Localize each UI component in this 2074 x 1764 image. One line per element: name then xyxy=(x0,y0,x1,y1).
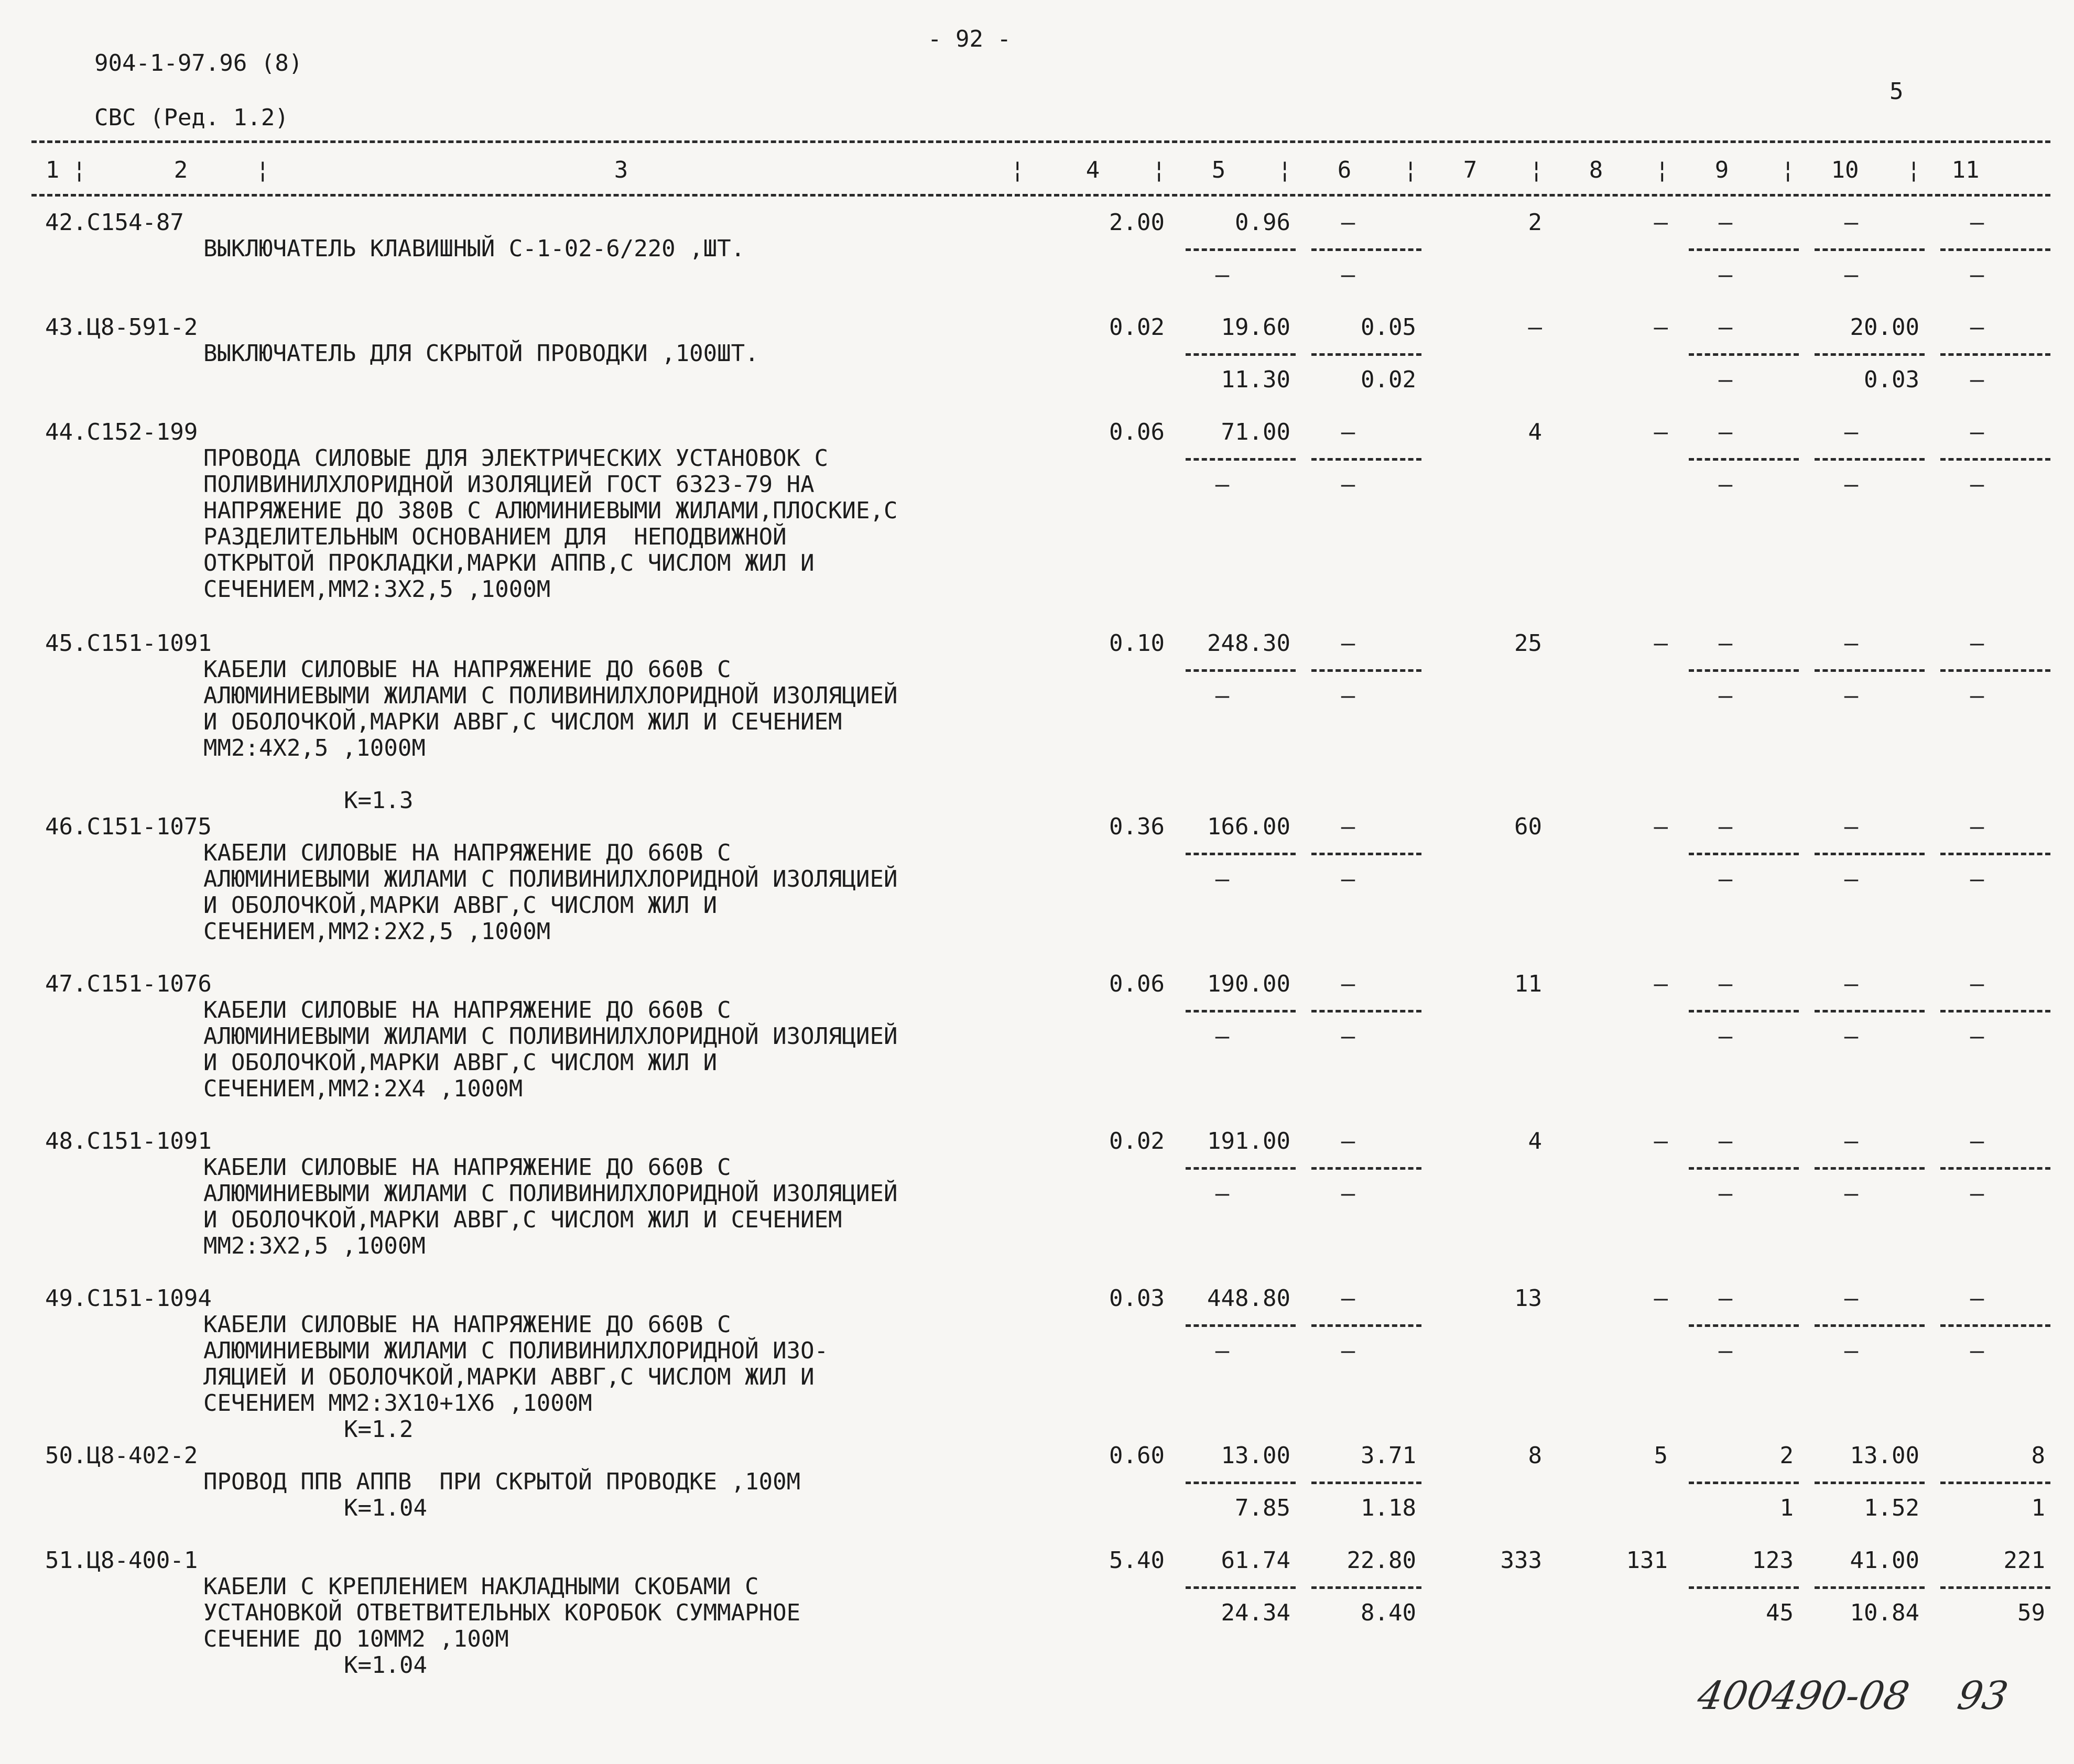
fraction-rule xyxy=(1815,1010,1925,1012)
fraction-rule xyxy=(1940,1010,2050,1012)
fraction-rule xyxy=(1940,248,2050,251)
cell-c6-lower: – xyxy=(1341,682,1355,709)
column-separator: ¦ xyxy=(1529,157,1544,183)
cell-c8: – xyxy=(1654,971,1668,997)
cell-c7: 333 xyxy=(1500,1547,1542,1574)
row-code: 42.С154-87 xyxy=(45,209,184,236)
row-description-line: И ОБОЛОЧКОЙ,МАРКИ АВВГ,С ЧИСЛОМ ЖИЛ И xyxy=(203,892,718,919)
cell-c4: 5.40 xyxy=(1109,1547,1165,1574)
fraction-rule xyxy=(1940,1324,2050,1327)
row-description-line: УСТАНОВКОЙ ОТВЕТВИТЕЛЬНЫХ КОРОБОК СУММАРНОЕ xyxy=(203,1599,801,1626)
row-coefficient: К=1.04 xyxy=(344,1652,427,1679)
cell-c7: 8 xyxy=(1528,1442,1542,1469)
document-code: 904-1-97.96 (8) xyxy=(94,50,303,77)
fraction-rule xyxy=(1311,353,1421,356)
cell-c11-lower: – xyxy=(1970,262,1984,288)
row-description-line: РАЗДЕЛИТЕЛЬНЫМ ОСНОВАНИЕМ ДЛЯ НЕПОДВИЖНОЙ xyxy=(203,524,787,550)
row-description-line: СЕЧЕНИЕМ,ММ2:2Х4 ,1000М xyxy=(203,1075,523,1102)
fraction-rule xyxy=(1311,853,1421,855)
fraction-rule xyxy=(1815,1167,1925,1170)
cell-c10-lower: 1.52 xyxy=(1864,1495,1919,1521)
cell-c11-lower: 59 xyxy=(2017,1599,2045,1626)
cell-c11-upper: – xyxy=(1970,209,1984,236)
fraction-rule xyxy=(1186,669,1296,672)
cell-c7: 11 xyxy=(1514,971,1542,997)
column-separator: ¦ xyxy=(72,157,86,183)
fraction-rule xyxy=(1689,353,1799,356)
cell-c6-upper: – xyxy=(1341,630,1355,657)
fraction-rule xyxy=(1815,669,1925,672)
cell-c9-lower: – xyxy=(1718,366,1733,393)
column-separator: ¦ xyxy=(1152,157,1166,183)
cell-c11-upper: 221 xyxy=(2003,1547,2045,1574)
row-description-line: СЕЧЕНИЕМ ММ2:3Х10+1Х6 ,1000М xyxy=(203,1390,592,1417)
cell-c9-lower: – xyxy=(1718,1180,1733,1207)
row-code: 45.С151-1091 xyxy=(45,630,212,657)
cell-c5-lower: – xyxy=(1215,262,1230,288)
cell-c10-lower: 0.03 xyxy=(1864,366,1919,393)
cell-c10-lower: – xyxy=(1844,262,1859,288)
cell-c4: 2.00 xyxy=(1109,209,1165,236)
row-description-line: СЕЧЕНИЕ ДО 10ММ2 ,100М xyxy=(203,1626,509,1652)
cell-c9-upper: – xyxy=(1718,813,1733,840)
row-code: 50.Ц8-402-2 xyxy=(45,1442,198,1469)
cell-c6-lower: – xyxy=(1341,866,1355,892)
column-header: 7 xyxy=(1463,157,1478,183)
cell-c7: 4 xyxy=(1528,419,1542,445)
cell-c6-lower: – xyxy=(1341,1337,1355,1364)
cell-c7: 25 xyxy=(1514,630,1542,657)
row-description-line: ОТКРЫТОЙ ПРОКЛАДКИ,МАРКИ АППВ,С ЧИСЛОМ ЖИЛ И xyxy=(203,550,815,576)
cell-c4: 0.06 xyxy=(1109,419,1165,445)
row-description-line: И ОБОЛОЧКОЙ,МАРКИ АВВГ,С ЧИСЛОМ ЖИЛ И xyxy=(203,1049,718,1076)
cell-c4: 0.10 xyxy=(1109,630,1165,657)
cell-c9-upper: – xyxy=(1718,419,1733,445)
cell-c4: 0.02 xyxy=(1109,314,1165,341)
row-description-line: ВЫКЛЮЧАТЕЛЬ ДЛЯ СКРЫТОЙ ПРОВОДКИ ,100ШТ. xyxy=(203,340,759,367)
cell-c5-upper: 191.00 xyxy=(1207,1128,1290,1155)
cell-c10-upper: – xyxy=(1844,419,1859,445)
cell-c5-lower: – xyxy=(1215,682,1230,709)
cell-c11-upper: – xyxy=(1970,971,1984,997)
cell-c11-upper: – xyxy=(1970,630,1984,657)
cell-c10-upper: – xyxy=(1844,1128,1859,1155)
cell-c10-upper: 41.00 xyxy=(1850,1547,1919,1574)
row-description-line: ПРОВОДА СИЛОВЫЕ ДЛЯ ЭЛЕКТРИЧЕСКИХ УСТАНОВОК С xyxy=(203,445,829,472)
fraction-rule xyxy=(1940,1482,2050,1484)
row-description-line: НАПРЯЖЕНИЕ ДО 380В С АЛЮМИНИЕВЫМИ ЖИЛАМИ,ПЛОСКИЕ,С xyxy=(203,497,898,524)
row-code: 44.С152-199 xyxy=(45,419,198,445)
cell-c11-upper: – xyxy=(1970,813,1984,840)
row-description-line: КАБЕЛИ СИЛОВЫЕ НА НАПРЯЖЕНИЕ ДО 660В С xyxy=(203,656,731,683)
cell-c7: 2 xyxy=(1528,209,1542,236)
cell-c10-upper: – xyxy=(1844,630,1859,657)
cell-c5-upper: 61.74 xyxy=(1221,1547,1290,1574)
cell-c5-upper: 19.60 xyxy=(1221,314,1290,341)
column-separator: ¦ xyxy=(256,157,270,183)
cell-c11-lower: – xyxy=(1970,682,1984,709)
fraction-rule xyxy=(1311,1586,1421,1589)
cell-c11-upper: – xyxy=(1970,1285,1984,1312)
cell-c4: 0.60 xyxy=(1109,1442,1165,1469)
row-description-line: ММ2:3Х2,5 ,1000М xyxy=(203,1233,426,1259)
cell-c6-upper: – xyxy=(1341,1285,1355,1312)
row-description-line: СЕЧЕНИЕМ,ММ2:2Х2,5 ,1000М xyxy=(203,918,551,945)
page-marker: - 92 - xyxy=(928,26,1011,52)
column-separator: ¦ xyxy=(1011,157,1025,183)
row-description-line: АЛЮМИНИЕВЫМИ ЖИЛАМИ С ПОЛИВИНИЛХЛОРИДНОЙ ИЗОЛЯЦИЕЙ xyxy=(203,866,898,892)
cell-c9-lower: – xyxy=(1718,1023,1733,1050)
cell-c6-lower: 0.02 xyxy=(1361,366,1416,393)
fraction-rule xyxy=(1689,853,1799,855)
fraction-rule xyxy=(1186,1167,1296,1170)
header-top-rule xyxy=(31,140,2050,143)
cell-c6-upper: – xyxy=(1341,971,1355,997)
fraction-rule xyxy=(1689,1010,1799,1012)
fraction-rule xyxy=(1689,1482,1799,1484)
cell-c5-upper: 448.80 xyxy=(1207,1285,1290,1312)
cell-c10-upper: 13.00 xyxy=(1850,1442,1919,1469)
cell-c7: 4 xyxy=(1528,1128,1542,1155)
cell-c8: – xyxy=(1654,1285,1668,1312)
row-description-line: И ОБОЛОЧКОЙ,МАРКИ АВВГ,С ЧИСЛОМ ЖИЛ И СЕЧЕНИЕМ xyxy=(203,709,842,735)
column-header: 8 xyxy=(1589,157,1603,183)
fraction-rule xyxy=(1815,1324,1925,1327)
row-description-line: И ОБОЛОЧКОЙ,МАРКИ АВВГ,С ЧИСЛОМ ЖИЛ И СЕЧЕНИЕМ xyxy=(203,1206,842,1233)
row-code: 49.С151-1094 xyxy=(45,1285,212,1312)
cell-c6-lower: – xyxy=(1341,1180,1355,1207)
row-code: 43.Ц8-591-2 xyxy=(45,314,198,341)
cell-c9-lower: – xyxy=(1718,471,1733,498)
column-separator: ¦ xyxy=(1907,157,1921,183)
cell-c6-lower: – xyxy=(1341,1023,1355,1050)
cell-c6-upper: 22.80 xyxy=(1347,1547,1416,1574)
fraction-rule xyxy=(1186,1010,1296,1012)
cell-c11-lower: – xyxy=(1970,471,1984,498)
fraction-rule xyxy=(1186,353,1296,356)
cell-c5-upper: 190.00 xyxy=(1207,971,1290,997)
cell-c6-upper: – xyxy=(1341,813,1355,840)
cell-c10-lower: – xyxy=(1844,1180,1859,1207)
cell-c11-lower: – xyxy=(1970,1337,1984,1364)
fraction-rule xyxy=(1186,1586,1296,1589)
header-bottom-rule xyxy=(31,194,2050,197)
cell-c10-lower: – xyxy=(1844,682,1859,709)
fraction-rule xyxy=(1689,669,1799,672)
fraction-rule xyxy=(1689,1586,1799,1589)
cell-c10-lower: 10.84 xyxy=(1850,1599,1919,1626)
cell-c4: 0.03 xyxy=(1109,1285,1165,1312)
cell-c6-upper: – xyxy=(1341,1128,1355,1155)
row-description-line: КАБЕЛИ С КРЕПЛЕНИЕМ НАКЛАДНЫМИ СКОБАМИ С xyxy=(203,1573,759,1600)
column-separator: ¦ xyxy=(1655,157,1669,183)
cell-c7: 60 xyxy=(1514,813,1542,840)
cell-c6-upper: 0.05 xyxy=(1361,314,1416,341)
column-separator: ¦ xyxy=(1781,157,1795,183)
fraction-rule xyxy=(1940,458,2050,461)
cell-c10-upper: 20.00 xyxy=(1850,314,1919,341)
cell-c9-lower: – xyxy=(1718,1337,1733,1364)
cell-c11-lower: – xyxy=(1970,366,1984,393)
cell-c7: 13 xyxy=(1514,1285,1542,1312)
fraction-rule xyxy=(1815,853,1925,855)
row-description-line: СЕЧЕНИЕМ,ММ2:3Х2,5 ,1000М xyxy=(203,576,551,603)
fraction-rule xyxy=(1940,1167,2050,1170)
cell-c5-lower: – xyxy=(1215,866,1230,892)
fraction-rule xyxy=(1815,353,1925,356)
cell-c10-lower: – xyxy=(1844,1337,1859,1364)
row-description-line: КАБЕЛИ СИЛОВЫЕ НА НАПРЯЖЕНИЕ ДО 660В С xyxy=(203,997,731,1023)
cell-c8: 5 xyxy=(1654,1442,1668,1469)
cell-c9-upper: – xyxy=(1718,209,1733,236)
row-description-line: ПРОВОД ППВ АППВ ПРИ СКРЫТОЙ ПРОВОДКЕ ,100М xyxy=(203,1468,801,1495)
cell-c8: – xyxy=(1654,314,1668,341)
cell-c8: – xyxy=(1654,209,1668,236)
cell-c10-lower: – xyxy=(1844,1023,1859,1050)
cell-c6-lower: 1.18 xyxy=(1361,1495,1416,1521)
cell-c10-upper: – xyxy=(1844,971,1859,997)
row-description-line: ММ2:4Х2,5 ,1000М xyxy=(203,735,426,761)
fraction-rule xyxy=(1940,353,2050,356)
column-separator: ¦ xyxy=(1278,157,1292,183)
cell-c9-upper: – xyxy=(1718,1285,1733,1312)
fraction-rule xyxy=(1311,669,1421,672)
row-description-line: КАБЕЛИ СИЛОВЫЕ НА НАПРЯЖЕНИЕ ДО 660В С xyxy=(203,1154,731,1181)
row-description-line: ЛЯЦИЕЙ И ОБОЛОЧКОЙ,МАРКИ АВВГ,С ЧИСЛОМ ЖИЛ И xyxy=(203,1364,815,1390)
cell-c5-lower: – xyxy=(1215,1337,1230,1364)
row-code: 51.Ц8-400-1 xyxy=(45,1547,198,1574)
column-header: 11 xyxy=(1951,157,1980,183)
fraction-rule xyxy=(1311,1482,1421,1484)
fraction-rule xyxy=(1311,1324,1421,1327)
column-header: 5 xyxy=(1211,157,1226,183)
row-code: 46.С151-1075 xyxy=(45,813,212,840)
cell-c10-upper: – xyxy=(1844,209,1859,236)
column-header: 4 xyxy=(1085,157,1100,183)
cell-c5-upper: 166.00 xyxy=(1207,813,1290,840)
cell-c11-lower: 1 xyxy=(2031,1495,2045,1521)
cell-c6-lower: – xyxy=(1341,262,1355,288)
fraction-rule xyxy=(1186,248,1296,251)
fraction-rule xyxy=(1311,1010,1421,1012)
row-coefficient: К=1.2 xyxy=(344,1416,414,1443)
fraction-rule xyxy=(1815,1586,1925,1589)
edition-label: СВС (Ред. 1.2) xyxy=(94,104,289,131)
row-code: 48.С151-1091 xyxy=(45,1128,212,1155)
cell-c5-upper: 0.96 xyxy=(1235,209,1290,236)
fraction-rule xyxy=(1940,853,2050,855)
cell-c4: 0.36 xyxy=(1109,813,1165,840)
cell-c11-upper: 8 xyxy=(2031,1442,2045,1469)
fraction-rule xyxy=(1815,1482,1925,1484)
cell-c10-upper: – xyxy=(1844,1285,1859,1312)
cell-c4: 0.02 xyxy=(1109,1128,1165,1155)
cell-c4: 0.06 xyxy=(1109,971,1165,997)
fraction-rule xyxy=(1311,1167,1421,1170)
cell-c5-upper: 71.00 xyxy=(1221,419,1290,445)
cell-c9-upper: – xyxy=(1718,630,1733,657)
row-description-line: АЛЮМИНИЕВЫМИ ЖИЛАМИ С ПОЛИВИНИЛХЛОРИДНОЙ ИЗОЛЯЦИЕЙ xyxy=(203,1180,898,1207)
column-header: 6 xyxy=(1337,157,1352,183)
fraction-rule xyxy=(1689,1324,1799,1327)
cell-c11-lower: – xyxy=(1970,1180,1984,1207)
fraction-rule xyxy=(1689,458,1799,461)
cell-c9-lower: – xyxy=(1718,866,1733,892)
row-coefficient: К=1.04 xyxy=(344,1495,427,1521)
cell-c9-lower: 45 xyxy=(1766,1599,1794,1626)
fraction-rule xyxy=(1186,853,1296,855)
fraction-rule xyxy=(1186,1482,1296,1484)
fraction-rule xyxy=(1689,1167,1799,1170)
cell-c6-upper: – xyxy=(1341,209,1355,236)
cell-c5-lower: 11.30 xyxy=(1221,366,1290,393)
row-description-line: ПОЛИВИНИЛХЛОРИДНОЙ ИЗОЛЯЦИЕЙ ГОСТ 6323-79 НА xyxy=(203,471,815,498)
cell-c8: – xyxy=(1654,813,1668,840)
cell-c5-lower: – xyxy=(1215,1180,1230,1207)
cell-c11-upper: – xyxy=(1970,314,1984,341)
cell-c11-lower: – xyxy=(1970,866,1984,892)
cell-c6-upper: 3.71 xyxy=(1361,1442,1416,1469)
cell-c8: – xyxy=(1654,1128,1668,1155)
cell-c8: 131 xyxy=(1626,1547,1668,1574)
cell-c11-lower: – xyxy=(1970,1023,1984,1050)
cell-c9-upper: 123 xyxy=(1752,1547,1794,1574)
fraction-rule xyxy=(1940,669,2050,672)
cell-c5-lower: 24.34 xyxy=(1221,1599,1290,1626)
cell-c9-lower: 1 xyxy=(1779,1495,1794,1521)
cell-c9-lower: – xyxy=(1718,262,1733,288)
cell-c11-upper: – xyxy=(1970,1128,1984,1155)
row-code: 47.С151-1076 xyxy=(45,971,212,997)
row-description-line: ВЫКЛЮЧАТЕЛЬ КЛАВИШНЫЙ С-1-02-6/220 ,ШТ. xyxy=(203,235,745,262)
row-description-line: АЛЮМИНИЕВЫМИ ЖИЛАМИ С ПОЛИВИНИЛХЛОРИДНОЙ ИЗО- xyxy=(203,1337,829,1364)
cell-c6-lower: 8.40 xyxy=(1361,1599,1416,1626)
row-description-line: АЛЮМИНИЕВЫМИ ЖИЛАМИ С ПОЛИВИНИЛХЛОРИДНОЙ ИЗОЛЯЦИЕЙ xyxy=(203,682,898,709)
fraction-rule xyxy=(1815,248,1925,251)
row-description-line: АЛЮМИНИЕВЫМИ ЖИЛАМИ С ПОЛИВИНИЛХЛОРИДНОЙ ИЗОЛЯЦИЕЙ xyxy=(203,1023,898,1050)
cell-c9-upper: 2 xyxy=(1779,1442,1794,1469)
fraction-rule xyxy=(1689,248,1799,251)
column-header: 2 xyxy=(173,157,188,183)
fraction-rule xyxy=(1815,458,1925,461)
cell-c8: – xyxy=(1654,419,1668,445)
handwritten-note: 400490-08 93 xyxy=(1694,1673,2012,1718)
cell-c10-upper: – xyxy=(1844,813,1859,840)
fraction-rule xyxy=(1940,1586,2050,1589)
column-separator: ¦ xyxy=(1404,157,1418,183)
fraction-rule xyxy=(1186,1324,1296,1327)
row-description-line: КАБЕЛИ СИЛОВЫЕ НА НАПРЯЖЕНИЕ ДО 660В С xyxy=(203,840,731,866)
column-header: 10 xyxy=(1831,157,1859,183)
cell-c5-lower: 7.85 xyxy=(1235,1495,1290,1521)
column-header: 9 xyxy=(1714,157,1729,183)
cell-c10-lower: – xyxy=(1844,471,1859,498)
fraction-rule xyxy=(1186,458,1296,461)
cell-c9-upper: – xyxy=(1718,971,1733,997)
fraction-rule xyxy=(1311,458,1421,461)
fraction-rule xyxy=(1311,248,1421,251)
cell-c9-upper: – xyxy=(1718,1128,1733,1155)
cell-c6-upper: – xyxy=(1341,419,1355,445)
cell-c10-lower: – xyxy=(1844,866,1859,892)
cell-c9-upper: – xyxy=(1718,314,1733,341)
cell-c5-lower: – xyxy=(1215,1023,1230,1050)
column-header: 1 xyxy=(45,157,60,183)
sheet-number: 5 xyxy=(1890,78,1904,105)
cell-c5-upper: 13.00 xyxy=(1221,1442,1290,1469)
cell-c5-upper: 248.30 xyxy=(1207,630,1290,657)
cell-c9-lower: – xyxy=(1718,682,1733,709)
cell-c5-lower: – xyxy=(1215,471,1230,498)
row-description-line: КАБЕЛИ СИЛОВЫЕ НА НАПРЯЖЕНИЕ ДО 660В С xyxy=(203,1311,731,1338)
cell-c7: – xyxy=(1528,314,1542,341)
row-coefficient: К=1.3 xyxy=(344,787,414,814)
column-header: 3 xyxy=(614,157,628,183)
cell-c6-lower: – xyxy=(1341,471,1355,498)
cell-c8: – xyxy=(1654,630,1668,657)
cell-c11-upper: – xyxy=(1970,419,1984,445)
